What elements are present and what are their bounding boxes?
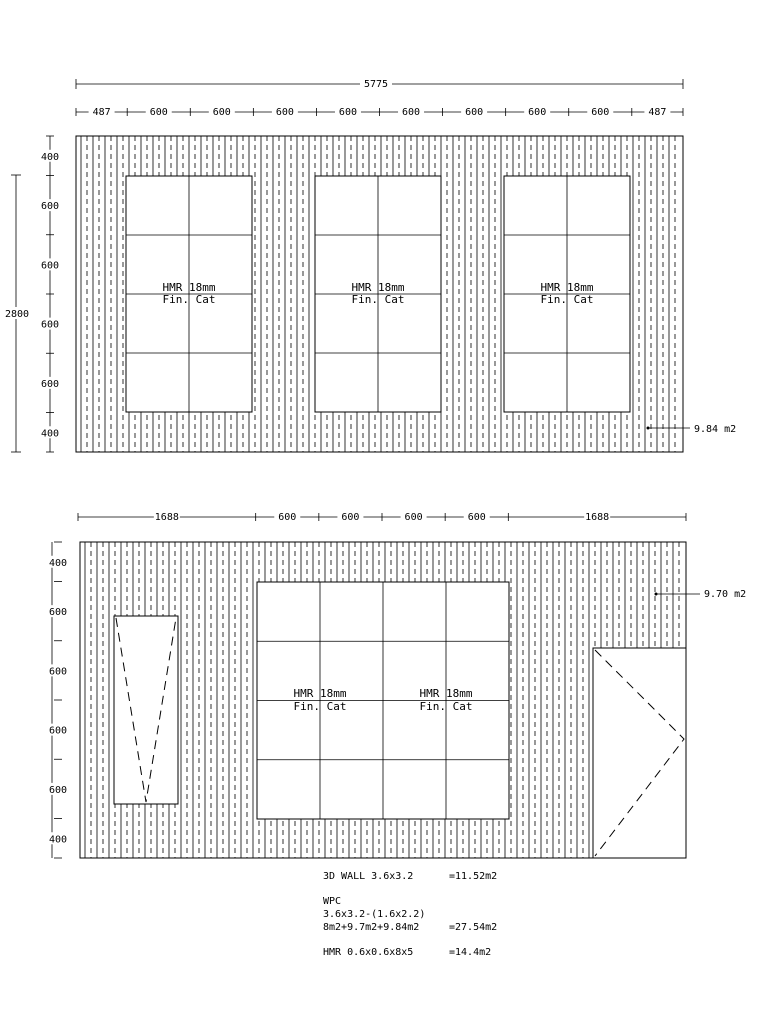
note-wpc-line1: 3.6x3.2-(1.6x2.2): [323, 909, 426, 920]
note-wpc-line2: 8m2+9.7m2+9.84m2: [323, 922, 420, 933]
top-hmr-panels: [126, 176, 630, 412]
dimension-label: 600: [338, 107, 357, 118]
bottom-center-hmr-panel: [257, 582, 509, 819]
dimension-label: 600: [40, 260, 60, 272]
panel-material-label: HMR 18mm: [351, 281, 405, 294]
bottom-area-callout: [655, 589, 747, 600]
dimension-label: 600: [48, 666, 68, 678]
note-3d-wall-label: 3D WALL 3.6x3.2: [323, 871, 414, 882]
dimension-label: 600: [341, 512, 360, 523]
top-overall-width-dimension: [76, 76, 683, 90]
top-height-dimension: [2, 136, 62, 452]
bottom-width-segments-dimension: [78, 510, 686, 523]
note-3d-wall-value: =11.52m2: [449, 871, 498, 882]
bottom-height-dimension: [46, 542, 70, 858]
hmr-panel: [315, 176, 441, 412]
dimension-label: 400: [40, 428, 60, 440]
panel-material-label: HMR 18mm: [293, 687, 347, 700]
panel-finish-label: Fin. Cat: [162, 293, 216, 306]
dimension-label: 400: [48, 834, 68, 846]
dimension-label: 487: [92, 107, 111, 118]
panel-finish-label: Fin. Cat: [540, 293, 594, 306]
dimension-label: 600: [48, 607, 68, 619]
bottom-area-callout-label: 9.70 m2: [704, 589, 747, 600]
panel-material-label: HMR 18mm: [162, 281, 216, 294]
dimension-label: 600: [404, 512, 423, 523]
dimension-label: 600: [48, 725, 68, 737]
note-wpc-title: WPC: [323, 896, 342, 907]
top-width-segments-dimension: [76, 105, 683, 118]
panel-material-label: HMR 18mm: [540, 281, 594, 294]
dimension-label: 600: [591, 107, 610, 118]
right-door-panel: [593, 648, 686, 858]
note-hmr-value: =14.4m2: [449, 947, 492, 958]
dimension-label: 600: [40, 319, 60, 331]
dimension-label: 600: [40, 378, 60, 390]
dimension-label: 600: [149, 107, 168, 118]
dimension-label: 600: [40, 201, 60, 213]
note-wpc-value: =27.54m2: [449, 922, 498, 933]
dimension-label: 600: [275, 107, 294, 118]
dimension-label: 1688: [154, 512, 179, 523]
dimension-label: 400: [40, 151, 60, 163]
dimension-label: 600: [278, 512, 297, 523]
panel-material-label: HMR 18mm: [419, 687, 473, 700]
dimension-label: 600: [402, 107, 421, 118]
top-overall-height-label: 2800: [4, 309, 30, 320]
bottom-elevation: [46, 510, 746, 858]
dimension-label: 600: [467, 512, 486, 523]
top-elevation: [2, 76, 736, 452]
top-area-callout-label: 9.84 m2: [694, 424, 737, 435]
top-overall-width-label: 5775: [363, 79, 389, 90]
dimension-label: 1688: [585, 512, 610, 523]
dimension-label: 600: [48, 784, 68, 796]
note-hmr-label: HMR 0.6x0.6x8x5: [323, 947, 414, 958]
hmr-panel: [504, 176, 630, 412]
hmr-panel: [126, 176, 252, 412]
dimension-label: 400: [48, 557, 68, 569]
panel-finish-label: Fin. Cat: [419, 700, 473, 713]
top-area-callout: [647, 424, 737, 435]
dimension-label: 487: [648, 107, 667, 118]
dimension-label: 600: [212, 107, 231, 118]
left-door-panel: [114, 616, 178, 804]
dimension-label: 600: [465, 107, 484, 118]
dimension-label: 600: [528, 107, 547, 118]
panel-finish-label: Fin. Cat: [351, 293, 405, 306]
quantity-notes: [323, 871, 497, 958]
panel-finish-label: Fin. Cat: [293, 700, 347, 713]
